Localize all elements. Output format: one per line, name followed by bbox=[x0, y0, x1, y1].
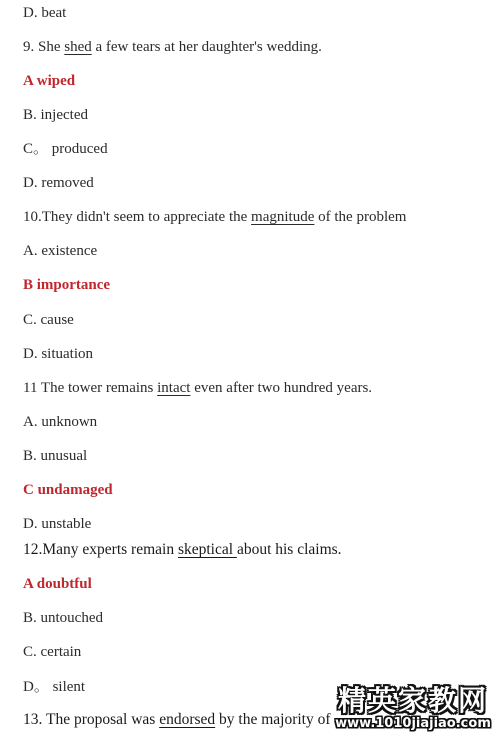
answer-option-a-doubtful: A doubtful bbox=[23, 576, 92, 592]
question-text-pre: 11 The tower remains bbox=[23, 380, 158, 396]
question-text-pre: 12.Many experts remain bbox=[23, 541, 178, 558]
option-b-injected: B. injected bbox=[23, 107, 88, 123]
question-text-post: a few tears at her daughter's wedding. bbox=[91, 39, 322, 55]
underlined-word: shed bbox=[64, 39, 92, 55]
underlined-word: skeptical bbox=[177, 541, 237, 558]
answer-option-a-wiped: A wiped bbox=[23, 73, 76, 89]
option-b-untouched: B. untouched bbox=[23, 610, 103, 626]
option-d-silent: D。 silent bbox=[23, 679, 86, 695]
option-d-situation: D. situation bbox=[23, 346, 93, 362]
answer-option-b-importance: B importance bbox=[23, 277, 111, 293]
option-c-certain: C. certain bbox=[23, 644, 82, 660]
option-d-removed: D. removed bbox=[23, 175, 94, 191]
question-text-post: about his claims. bbox=[236, 541, 342, 558]
underlined-word: endorsed bbox=[159, 711, 216, 728]
option-d-unstable: D. unstable bbox=[23, 516, 92, 532]
option-c-produced: C。 produced bbox=[23, 141, 108, 157]
question-text-post: even after two hundred years. bbox=[190, 380, 373, 396]
question-text-pre: 13. The proposal was bbox=[23, 711, 160, 728]
question-text-post: of the problem bbox=[314, 209, 407, 225]
underlined-word: magnitude bbox=[251, 209, 315, 225]
option-a-existence: A. existence bbox=[23, 243, 98, 259]
option-b-unusual: B. unusual bbox=[23, 448, 88, 464]
question-text-pre: 10.They didn't seem to appreciate the bbox=[23, 209, 252, 225]
question-10 bbox=[23, 208, 406, 226]
watermark-title: 精英家教网 bbox=[337, 684, 488, 717]
question-11 bbox=[23, 379, 372, 397]
question-text-pre: 9. She bbox=[23, 39, 65, 55]
watermark-logo bbox=[328, 686, 498, 736]
option-d-beat: D. beat bbox=[23, 5, 67, 21]
question-9 bbox=[23, 38, 322, 56]
underlined-word: intact bbox=[157, 380, 191, 396]
watermark-url: www.1010jiajiao.com bbox=[335, 716, 491, 731]
option-a-unknown: A. unknown bbox=[23, 414, 98, 430]
answer-option-c-undamaged: C undamaged bbox=[23, 482, 113, 498]
question-13 bbox=[23, 711, 331, 729]
question-12 bbox=[23, 541, 342, 559]
question-text-post: by the majority of bbox=[215, 711, 331, 728]
option-c-cause: C. cause bbox=[23, 312, 74, 328]
